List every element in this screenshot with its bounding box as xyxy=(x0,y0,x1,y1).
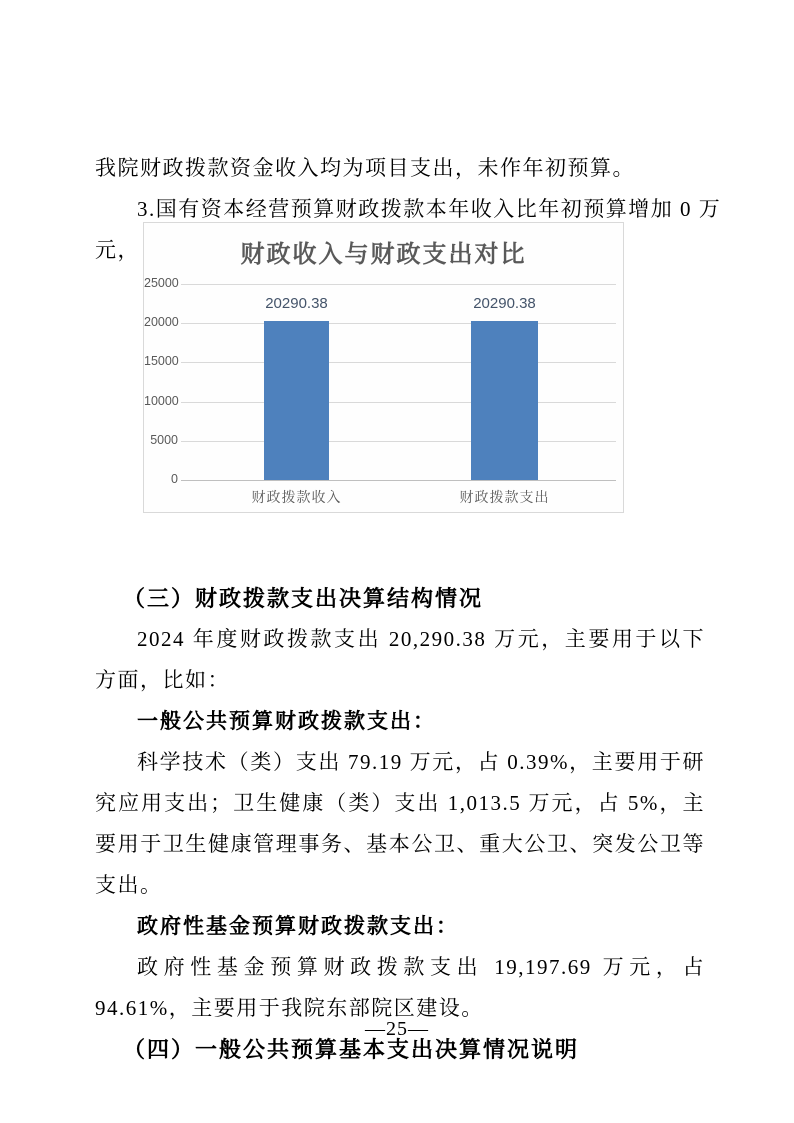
gridline xyxy=(181,362,616,363)
gridline xyxy=(181,402,616,403)
y-axis-tick-label: 20000 xyxy=(144,315,179,330)
x-axis-category-label: 财政拨款支出 xyxy=(459,489,550,505)
section-heading-three: （三）财政拨款支出决算结构情况 xyxy=(123,586,484,611)
gridline xyxy=(181,441,616,442)
y-axis-tick-label: 5000 xyxy=(150,432,178,447)
paragraph-science-health: 科学技术（类）支出 79.19 万元，占 0.39%，主要用于研究应用支出；卫生健康（类）支出 1,013.5 万元，占 5%，主要用于卫生健康管理事务、基本公卫、重大公卫、突发公卫等支出。 xyxy=(95,750,705,897)
gridline xyxy=(181,323,616,324)
x-axis-category-label: 财政拨款收入 xyxy=(251,489,342,505)
bar-data-label: 20290.38 xyxy=(473,294,536,312)
y-axis-tick-label: 25000 xyxy=(144,276,179,290)
bar-财政拨款收入 xyxy=(264,321,329,480)
subheading-government-fund: 政府性基金预算财政拨款支出： xyxy=(137,914,459,938)
paragraph-item3-line1: 3.国有资本经营预算财政拨款本年收入比年初预算增加 0 万 xyxy=(137,197,722,221)
y-axis-tick-label: 15000 xyxy=(144,354,179,369)
y-axis-tick-label: 0 xyxy=(171,472,178,486)
section-heading-four: （四）一般公共预算基本支出决算情况说明 xyxy=(123,1037,580,1062)
bar-财政拨款支出 xyxy=(471,321,538,480)
paragraph-2024-expenditure: 2024 年度财政拨款支出 20,290.38 万元，主要用于以下方面，比如： xyxy=(95,627,705,692)
bar-data-label: 20290.38 xyxy=(265,294,328,312)
paragraph-government-fund: 政府性基金预算财政拨款支出 19,197.69 万元，占 94.61%，主要用于我院东部院区建设。 xyxy=(95,955,705,1020)
subheading-general-budget: 一般公共预算财政拨款支出： xyxy=(137,709,436,733)
gridline xyxy=(181,284,616,285)
document-body xyxy=(95,0,722,1070)
page-number: —25— xyxy=(365,1018,429,1040)
paragraph-item3-line2: 元， xyxy=(95,238,140,262)
chart-title: 财政收入与财政支出对比 xyxy=(240,241,527,268)
x-axis-line xyxy=(181,480,616,481)
y-axis-tick-label: 10000 xyxy=(144,393,179,408)
chart xyxy=(143,222,624,513)
paragraph-continuation: 我院财政拨款资金收入均为项目支出，未作年初预算。 xyxy=(95,156,635,180)
